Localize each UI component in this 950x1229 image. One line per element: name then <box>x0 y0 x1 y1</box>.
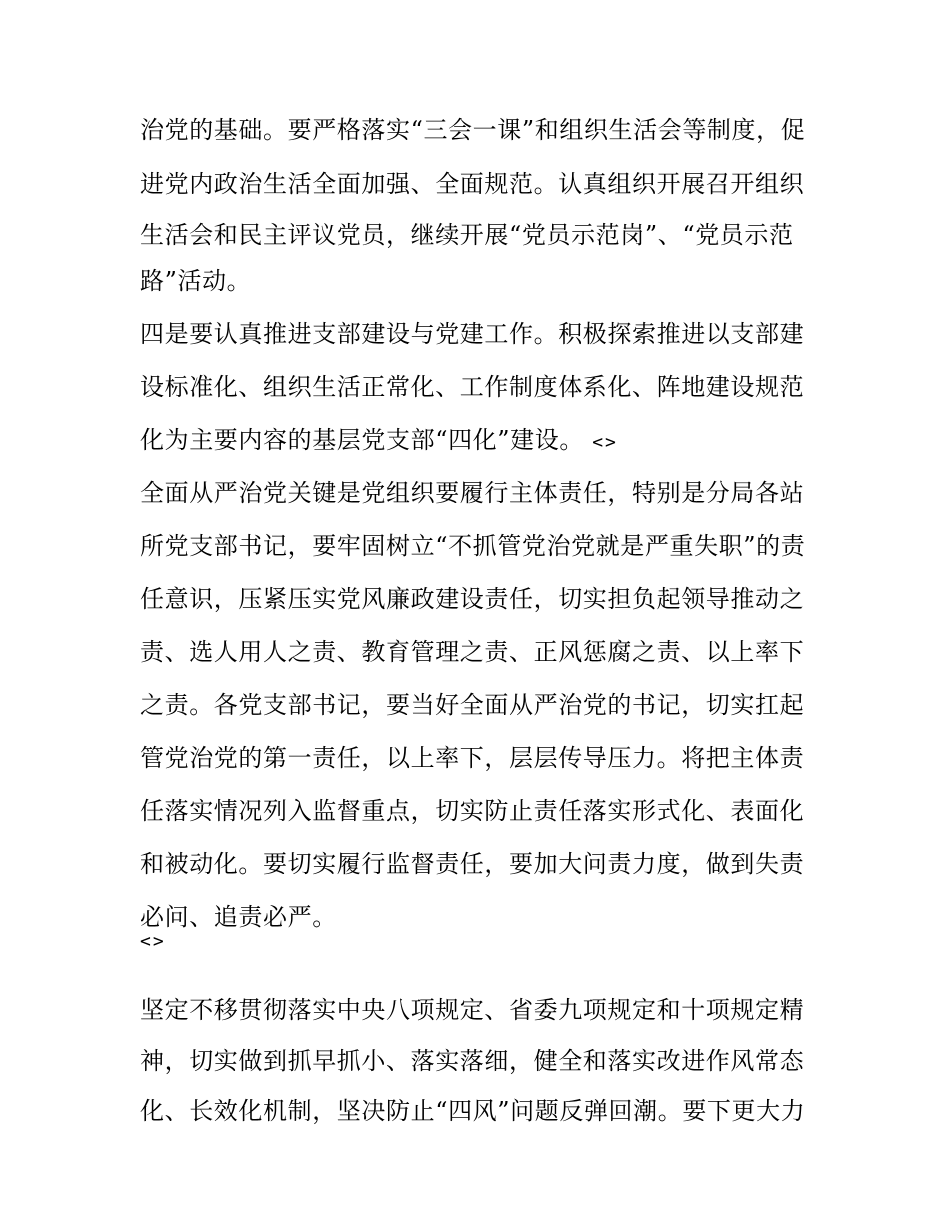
text-line: 之责。各党支部书记，要当好全面从严治党的书记，切实扛起 <box>140 691 805 719</box>
text-line: 和被动化。要切实履行监督责任，要加大问责力度，做到失责 <box>140 850 805 878</box>
text-line: 进党内政治生活全面加强、全面规范。认真组织开展召开组织 <box>140 170 805 198</box>
text-line: 任意识，压紧压实党风廉政建设责任，切实担负起领导推动之 <box>140 585 805 613</box>
text-line-with-marker <box>140 425 618 458</box>
text-line: 全面从严治党关键是党组织要履行主体责任，特别是分局各站 <box>140 479 805 507</box>
text-line: 任落实情况列入监督重点，切实防止责任落实形式化、表面化 <box>140 797 805 825</box>
text-line: 四是要认真推进支部建设与党建工作。积极探索推进以支部建 <box>140 320 805 348</box>
text-line: 设标准化、组织生活正常化、工作制度体系化、阵地建设规范 <box>140 373 805 401</box>
text-line: 责、选人用人之责、教育管理之责、正风惩腐之责、以上率下 <box>140 638 805 666</box>
text-line: 管党治党的第一责任，以上率下，层层传导压力。将把主体责 <box>140 744 805 772</box>
text-line: 化、长效化机制，坚决防止“四风”问题反弹回潮。要下更大力 <box>140 1097 806 1125</box>
text-segment: 化为主要内容的基层党支部“四化”建设。 <box>140 426 584 454</box>
text-line: 路”活动。 <box>140 267 252 295</box>
placeholder-marker: <> <box>140 931 166 952</box>
placeholder-marker: <> <box>592 432 618 453</box>
text-line: 必问、追责必严。 <box>140 903 337 931</box>
text-line: 坚定不移贯彻落实中央八项规定、省委九项规定和十项规定精 <box>140 996 805 1024</box>
text-line: 治党的基础。要严格落实“三会一课”和组织生活会等制度，促 <box>140 116 806 144</box>
text-line: 神，切实做到抓早抓小、落实落细，健全和落实改进作风常态 <box>140 1047 805 1075</box>
text-line: 生活会和民主评议党员，继续开展“党员示范岗”、“党员示范 <box>140 221 794 249</box>
text-line: 所党支部书记，要牢固树立“不抓管党治党就是严重失职”的责 <box>140 532 806 560</box>
